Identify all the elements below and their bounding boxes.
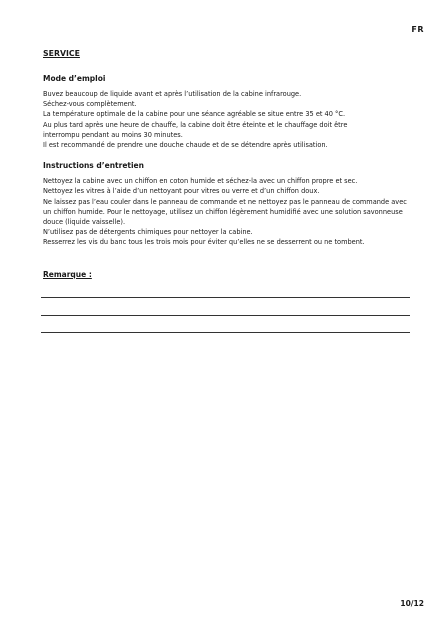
remarque-label: Remarque : [43, 269, 92, 279]
mode-emploi-line: Buvez beaucoup de liquide avant et après l’utilisation de la cabine infrarouge. [43, 90, 302, 98]
mode-emploi-heading: Mode d’emploi [43, 74, 106, 83]
mode-emploi-line: La température optimale de la cabine pour une séance agréable se situe entre 35 et 40 °C. [43, 110, 346, 119]
entretien-heading: Instructions d’entretien [43, 161, 144, 171]
entretien-line: Resserrez les vis du banc tous les trois mois pour éviter qu’elles ne se desserrent ou ne tombent. [43, 238, 365, 247]
mode-emploi-section [43, 74, 415, 150]
entretien-section [43, 161, 415, 247]
section-title: SERVICE [43, 49, 80, 58]
entretien-line: Ne laissez pas l’eau couler dans le panneau de commande et ne nettoyez pas le panneau de commande avec [43, 197, 407, 206]
remark-line [41, 297, 410, 298]
mode-emploi-line: Il est recommandé de prendre une douche chaude et de se détendre après utilisation. [43, 141, 328, 150]
page-number: 10/12 [400, 599, 424, 608]
entretien-line: N’utilisez pas de détergents chimiques pour nettoyer la cabine. [43, 228, 253, 237]
mode-emploi-line: interrompu pendant au moins 30 minutes. [43, 130, 183, 139]
remark-line [41, 332, 410, 333]
entretien-line: un chiffon humide. Pour le nettoyage, utilisez un chiffon légèrement humidifié avec une solution savonneuse [43, 207, 403, 216]
entretien-line: douce (liquide vaisselle). [43, 218, 126, 227]
remark-line [41, 315, 410, 316]
entretien-line: Nettoyez les vitres à l’aide d’un nettoyant pour vitres ou verre et d’un chiffon doux. [43, 187, 320, 196]
language-code: FR [411, 25, 424, 34]
entretien-line: Nettoyez la cabine avec un chiffon en coton humide et séchez-la avec un chiffon propre et sec. [43, 177, 358, 186]
mode-emploi-line: Au plus tard après une heure de chauffe, la cabine doit être éteinte et le chauffage doit être [43, 120, 348, 129]
mode-emploi-line: Séchez-vous complètement. [43, 100, 137, 109]
page-content [43, 49, 415, 279]
